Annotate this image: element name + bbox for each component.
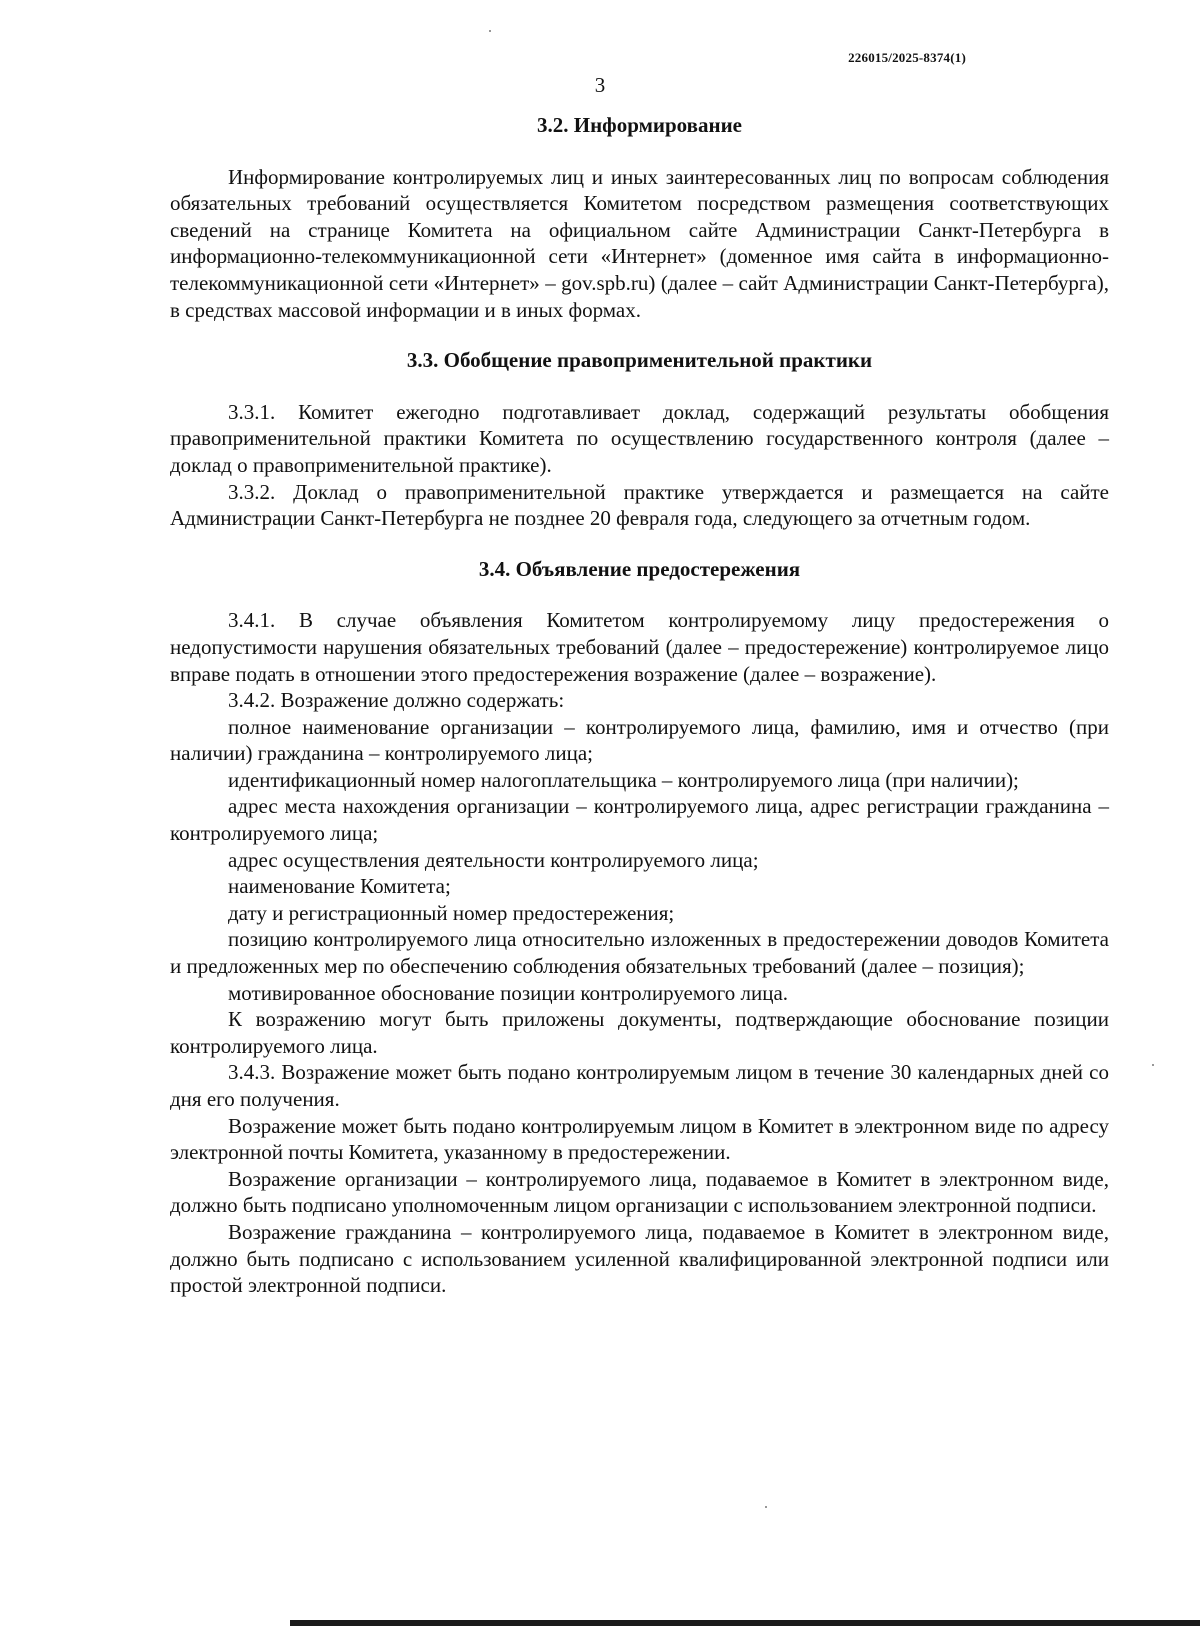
list-item-address: адрес места нахождения организации – контролируемого лица, адрес регистрации гражданина – контролируемого лица; [170, 794, 1109, 846]
section-heading-3-4: 3.4. Объявление предостережения [478, 556, 801, 581]
paragraph-electronic-submission: Возражение может быть подано контролируемым лицом в Комитет в электронном виде по адресу электронной почты Комитета, указанному в предостережении. [170, 1113, 1109, 1165]
paragraph-3-4-3: 3.4.3. Возражение может быть подано контролируемым лицом в течение 30 календарных дней со дня его получения. [170, 1060, 1109, 1111]
list-item-activity-address: адрес осуществления деятельности контролируемого лица; [228, 847, 759, 872]
paragraph-3-4-1: 3.4.1. В случае объявления Комитетом контролируемому лицу предостережения о недопустимости нарушения обязательных требований (далее – предостережение) контролируемое лицо вправе подать в отношении этого предостережения возражение (далее – возражение). [170, 608, 1109, 686]
paragraph-attachments: К возражению могут быть приложены документы, подтверждающие обоснование позиции контролируемого лица. [170, 1007, 1109, 1058]
paragraph-citizen-signature: Возражение гражданина – контролируемого лица, подаваемое в Комитет в электронном виде, должно быть подписано с использованием усиленной квалифицированной электронной подписи или простой электронной подписи. [170, 1219, 1109, 1298]
page-number: 3 [594, 73, 606, 97]
list-item-position: позицию контролируемого лица относительно изложенных в предостережении доводов Комитета и предложенных мер по обеспечению соблюдения обязательных требований (далее – позиция); [170, 927, 1109, 979]
scan-speck [1152, 1064, 1154, 1066]
list-item-full-name: полное наименование организации – контролируемого лица, фамилию, имя и отчество (при наличии) гражданина – контролируемого лица; [170, 714, 1109, 766]
document-number: 226015/2025-8374(1) [848, 50, 966, 65]
list-item-committee-name: наименование Комитета; [228, 874, 451, 899]
scan-speck [765, 1506, 767, 1508]
scan-border-line [290, 1620, 1200, 1626]
paragraph-3-4-2: 3.4.2. Возражение должно содержать: [228, 688, 565, 713]
scan-speck [489, 30, 491, 32]
paragraph-3-3-2: 3.3.2. Доклад о правоприменительной практике утверждается и размещается на сайте Администрации Санкт-Петербурга не позднее 20 февраля года, следующего за отчетным годом. [170, 479, 1109, 531]
section-heading-3-2: 3.2. Информирование [537, 113, 742, 137]
paragraph-organization-signature: Возражение организации – контролируемого лица, подаваемое в Комитет в электронном виде, должно быть подписано уполномоченным лицом организации с использованием электронной подписи. [170, 1166, 1109, 1218]
paragraph-3-2: Информирование контролируемых лиц и иных заинтересованных лиц по вопросам соблюдения обязательных требований осуществляется Комитетом посредством размещения соответствующих сведений на странице Комитета на официальном сайте Администрации Санкт-Петербурга в информационно-телекоммуникационной сети «Интернет» (доменное имя сайта в информационно-телекоммуникационной сети «Интернет» – gov.spb.ru) (далее – сайт Администрации Санкт-Петербурга), в средствах массовой информации и в иных формах. [170, 164, 1109, 322]
paragraph-3-3-1: 3.3.1. Комитет ежегодно подготавливает доклад, содержащий результаты обобщения правоприменительной практики Комитета по осуществлению государственного контроля (далее – доклад о правоприменительной практике). [170, 399, 1109, 477]
document-body [170, 108, 1109, 1299]
list-item-inn: идентификационный номер налогоплательщика – контролируемого лица (при наличии); [228, 767, 1019, 792]
scan-edge [0, 1596, 1200, 1626]
list-item-date-number: дату и регистрационный номер предостережения; [228, 900, 675, 925]
section-heading-3-3: 3.3. Обобщение правоприменительной практики [406, 348, 873, 373]
list-item-justification: мотивированное обоснование позиции контролируемого лица. [228, 980, 789, 1005]
